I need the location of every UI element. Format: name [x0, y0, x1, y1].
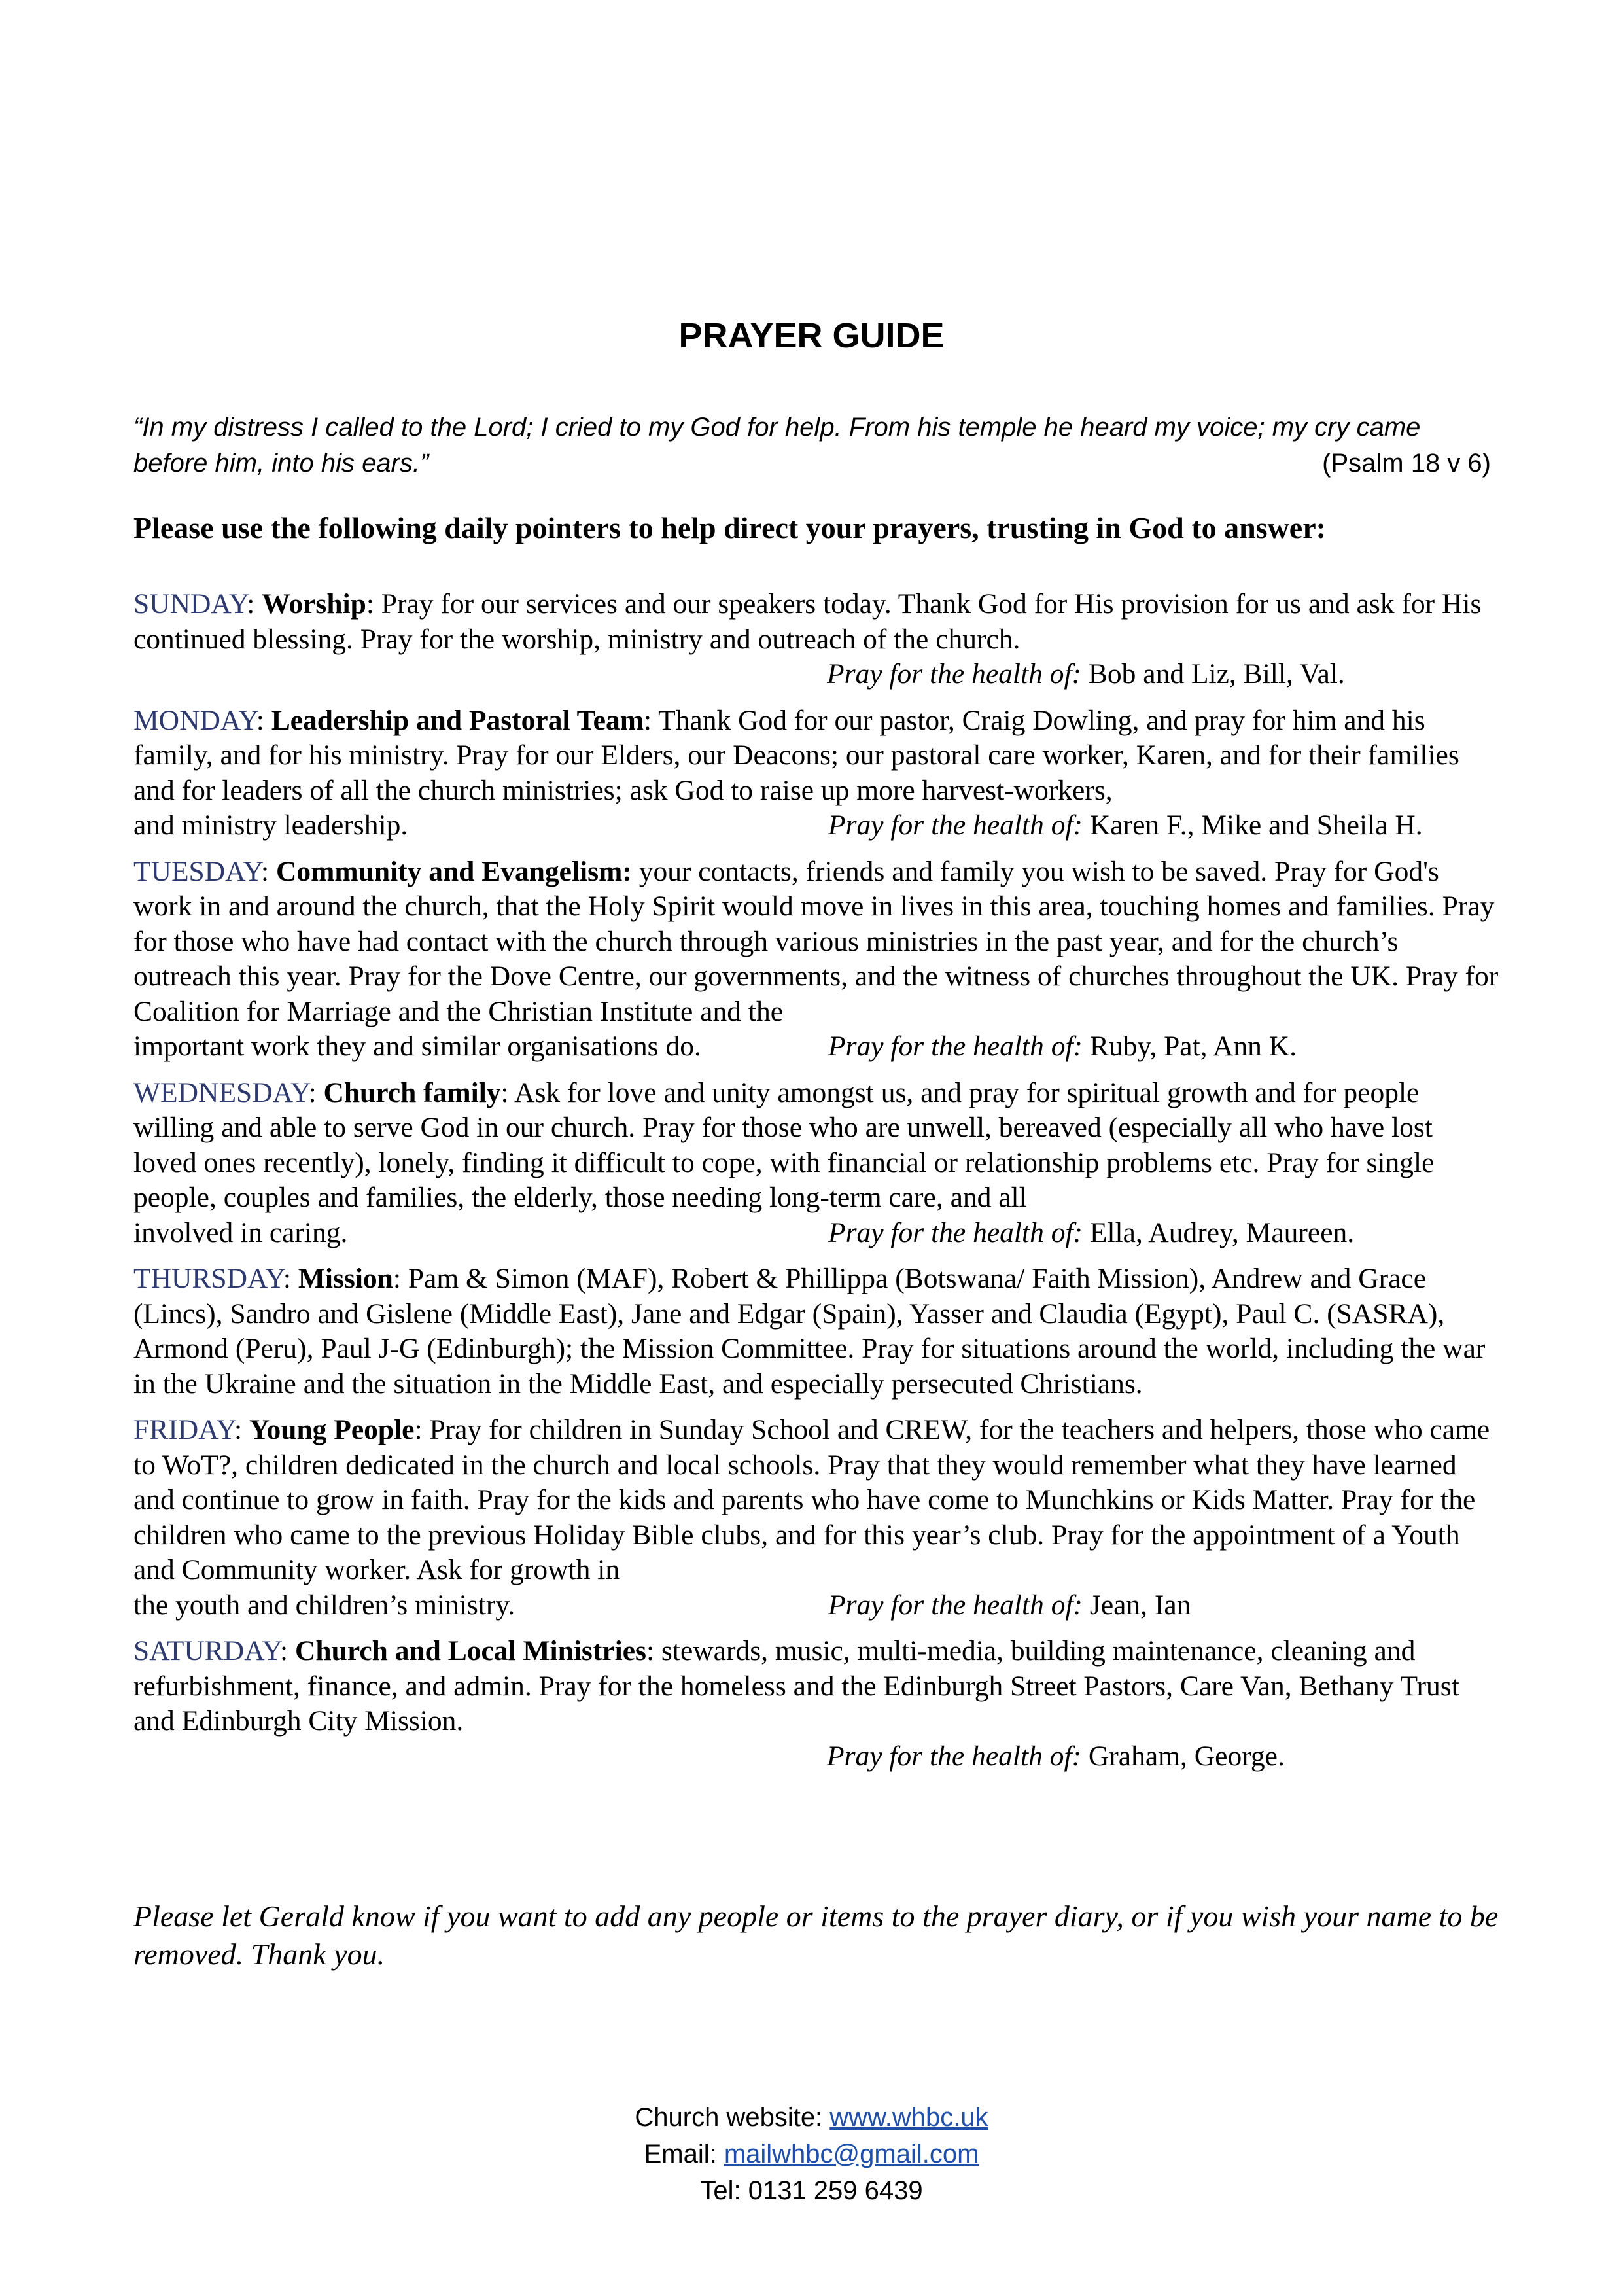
day-tail: important work they and similar organisations do. [133, 1031, 701, 1062]
website-label: Church website: [635, 2103, 830, 2132]
day-text: : stewards, music, multi-media, building maintenance, cleaning and refurbishment, finance, and admin. Pray for the homeless and the Edinburgh Street Pastors, Care Van, Bethany Trust and Edinburgh City Mission. [133, 1635, 1459, 1737]
health-names: Ella, Audrey, Maureen. [1089, 1216, 1355, 1248]
daily-pointers [133, 587, 1502, 1785]
day-tail: the youth and children’s ministry. [133, 1589, 515, 1621]
day-topic: Church family [323, 1076, 501, 1108]
intro-text: Please use the following daily pointers to help direct your prayers, trusting in God to answer: [133, 511, 1326, 544]
day-topic: Church and Local Ministries [295, 1635, 646, 1667]
day-text: : Pray for our services and our speakers today. Thank God for His provision for us and ask for His continued blessing. Pray for the worship, ministry and outreach of the church. [133, 588, 1482, 655]
day-last-line [133, 1588, 1502, 1623]
health-label: Pray for the health of: [828, 1031, 1083, 1062]
day-wednesday: WEDNESDAY: Church family: Ask for love and unity amongst us, and pray for spiritual growth and for people willing and able to serve God in our church. Pray for those who are unwell, bereaved (especially all who have lost loved ones recently), lonely, finding it difficult to cope, with financial or relationship problems etc. Pray for single people, couples and families, the elderly, those needing long-term care, and all involved in caring. Pray for the health of: Ella, Audrey, Maureen. [133, 1076, 1502, 1251]
day-last-line [133, 1029, 1502, 1065]
health-names: Karen F., Mike and Sheila H. [1089, 809, 1423, 841]
day-topic: Community and Evangelism: [275, 855, 632, 887]
day-topic: Young People [249, 1414, 415, 1445]
day-friday: FRIDAY: Young People: Pray for children in Sunday School and CREW, for the teachers and helpers, those who came to WoT?, children dedicated in the church and local schools. Pray that they would remember what they have learned and continue to grow in faith. Pray for the kids and parents who have come to Munchkins or Kids Matter. Pray for the children who came to the previous Holiday Bible clubs, and for this year’s club. Pray for the appointment of a Youth and Community worker. Ask for growth in the youth and children’s ministry. Pray for the health of: Jean, Ian [133, 1413, 1502, 1623]
day-text: : Pam & Simon (MAF), Robert & Phillippa (Botswana/ Faith Mission), Andrew and Grace (Lincs), Sandro and Gislene (Middle East), Jane and Edgar (Spain), Yasser and Claudia (Egypt), Paul C. (SASRA), Armond (Peru), Paul J-G (Edinburgh); the Mission Committee. Pray for situations around the world, including the war in the Ukraine and the situation in the Middle East, and especially persecuted Christians. [133, 1263, 1486, 1400]
day-name: SUNDAY [133, 588, 247, 620]
website-link[interactable]: www.whbc.uk [829, 2103, 988, 2132]
health-label: Pray for the health of: [828, 1589, 1083, 1621]
health-names: Jean, Ian [1089, 1589, 1191, 1621]
day-name: THURSDAY [133, 1263, 283, 1294]
health-label: Pray for the health of: [828, 809, 1083, 841]
day-tail: and ministry leadership. [133, 809, 408, 841]
day-sunday: SUNDAY: Worship: Pray for our services and our speakers today. Thank God for His provision for us and ask for His continued blessing. Pray for the worship, ministry and outreach of the church. Pray for the health of: Bob and Liz, Bill, Val. [133, 587, 1502, 692]
health-line [828, 1216, 1354, 1251]
day-name: MONDAY [133, 704, 256, 736]
day-text: your contacts, friends and family you wish to be saved. Pray for God's work in and around the church, that the Holy Spirit would move in lives in this area, touching homes and families. Pray for those who have had contact with the church through various ministries in the past year, and for the church’s outreach this year. Pray for the Dove Centre, our governments, and the witness of churches throughout the UK. Pray for Coalition for Marriage and the Christian Institute and the [133, 855, 1499, 1027]
telephone: Tel: 0131 259 6439 [700, 2176, 923, 2205]
day-name: SATURDAY [133, 1635, 281, 1667]
page-title: PRAYER GUIDE [678, 316, 945, 355]
day-name: WEDNESDAY [133, 1076, 309, 1108]
day-name: TUESDAY [133, 855, 262, 887]
email-label: Email: [644, 2140, 724, 2168]
website-line [0, 2099, 1623, 2136]
closing-note: Please let Gerald know if you want to add any people or items to the prayer diary, or if you wish your name to be removed. Thank you. [133, 1899, 1499, 1971]
health-names: Ruby, Pat, Ann K. [1089, 1031, 1297, 1062]
day-tail: involved in caring. [133, 1216, 348, 1248]
day-monday: MONDAY: Leadership and Pastoral Team: Thank God for our pastor, Craig Dowling, and pray for him and his family, and for his ministry. Pray for our Elders, our Deacons; our pastoral care worker, Karen, and for their families and for leaders of all the church ministries; ask God to raise up more harvest-workers, and ministry leadership. Pray for the health of: Karen F., Mike and Sheila H. [133, 703, 1502, 843]
health-names: Graham, George. [1088, 1740, 1285, 1772]
health-line [828, 808, 1423, 843]
day-text: : Ask for love and unity amongst us, and pray for spiritual growth and for people willing and able to serve God in our church. Pray for those who are unwell, bereaved (especially all who have lost loved ones recently), lonely, finding it difficult to cope, with financial or relationship problems etc. Pray for single people, couples and families, the elderly, those needing long-term care, and all [133, 1076, 1435, 1213]
day-name: FRIDAY [133, 1414, 234, 1445]
day-saturday: SATURDAY: Church and Local Ministries: stewards, music, multi-media, building maintenance, cleaning and refurbishment, finance, and admin. Pray for the homeless and the Edinburgh Street Pastors, Care Van, Bethany Trust and Edinburgh City Mission. Pray for the health of: Graham, George. [133, 1634, 1502, 1774]
health-line [133, 657, 1502, 692]
health-label: Pray for the health of: [827, 658, 1082, 690]
quote-reference: (Psalm 18 v 6) [1322, 449, 1491, 478]
day-topic: Leadership and Pastoral Team [271, 704, 644, 736]
psalm-quote [133, 410, 1491, 482]
day-topic: Worship [262, 588, 366, 620]
day-text: : Pray for children in Sunday School and CREW, for the teachers and helpers, those who came to WoT?, children dedicated in the church and local schools. Pray that they would remember what they have learned and continue to grow in faith. Pray for the kids and parents who have come to Munchkins or Kids Matter. Pray for the children who came to the previous Holiday Bible clubs, and for this year’s club. Pray for the appointment of a Youth and Community worker. Ask for growth in [133, 1414, 1490, 1585]
email-line [0, 2136, 1623, 2172]
day-thursday: THURSDAY: Mission: Pam & Simon (MAF), Robert & Phillippa (Botswana/ Faith Mission), Andrew and Grace (Lincs), Sandro and Gislene (Middle East), Jane and Edgar (Spain), Yasser and Claudia (Egypt), Paul C. (SASRA), Armond (Peru), Paul J-G (Edinburgh); the Mission Committee. Pray for situations around the world, including the war in the Ukraine and the situation in the Middle East, and especially persecuted Christians. [133, 1263, 1486, 1400]
day-last-line [133, 808, 1502, 843]
day-text: : Thank God for our pastor, Craig Dowling, and pray for him and his family, and for his ministry. Pray for our Elders, our Deacons; our pastoral care worker, Karen, and for their families and for leaders of all the church ministries; ask God to raise up more harvest-workers, [133, 704, 1459, 806]
health-line [828, 1588, 1191, 1623]
health-line [133, 1739, 1502, 1775]
health-names: Bob and Liz, Bill, Val. [1088, 658, 1345, 690]
quote-text: “In my distress I called to the Lord; I cried to my God for help. From his temple he heard my voice; my cry came before him, into his ears.” [133, 413, 1421, 478]
health-label: Pray for the health of: [828, 1216, 1083, 1248]
email-link[interactable]: mailwhbc@gmail.com [724, 2140, 979, 2168]
contact-footer [0, 2099, 1623, 2209]
day-last-line [133, 1216, 1502, 1251]
health-label: Pray for the health of: [827, 1740, 1082, 1772]
health-line [828, 1029, 1297, 1065]
day-topic: Mission [298, 1263, 393, 1294]
day-tuesday: TUESDAY: Community and Evangelism: your contacts, friends and family you wish to be saved. Pray for God's work in and around the church, that the Holy Spirit would move in lives in this area, touching homes and families. Pray for those who have had contact with the church through various ministries in the past year, and for the church’s outreach this year. Pray for the Dove Centre, our governments, and the witness of churches throughout the UK. Pray for Coalition for Marriage and the Christian Institute and the important work they and similar organisations do. Pray for the health of: Ruby, Pat, Ann K. [133, 855, 1502, 1065]
